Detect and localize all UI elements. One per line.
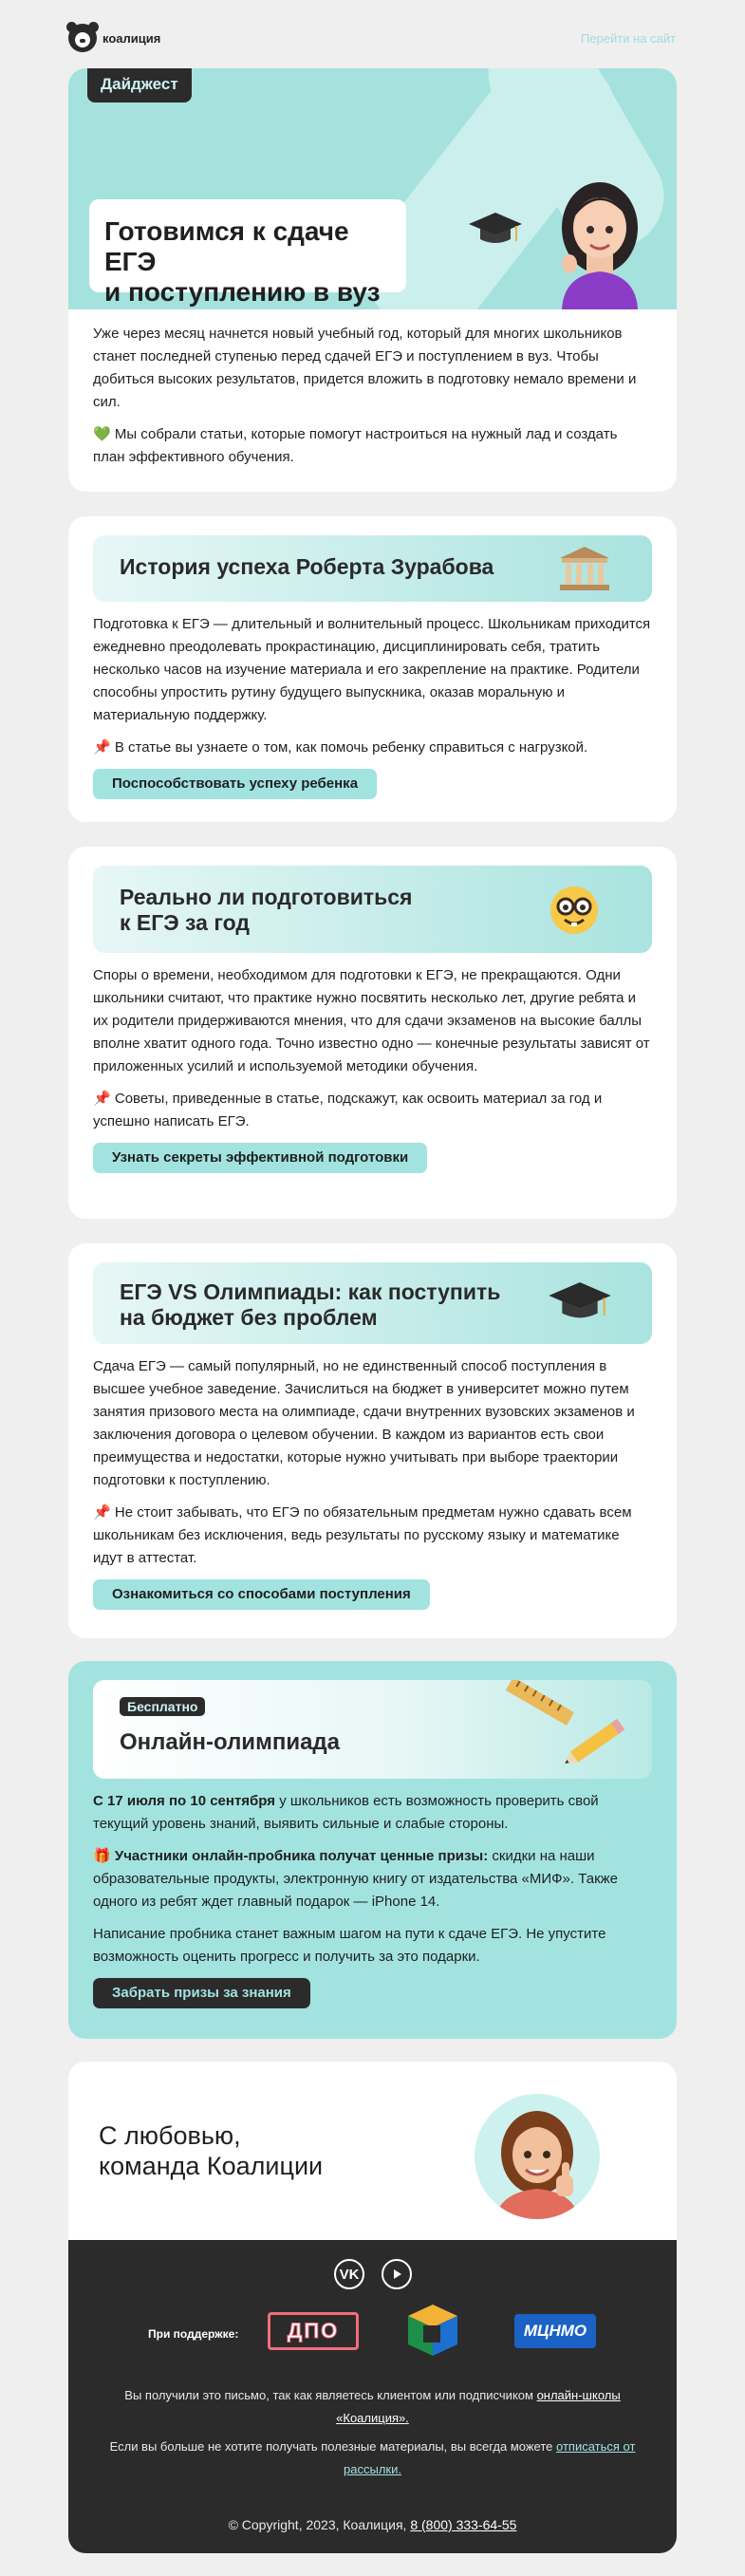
- olympiad-prizes: 🎁 Участники онлайн-пробника получат ценные призы: скидки на наши образовательные продукты, электронную книгу от издательства «МИФ». Также одного из ребят ждет главный подарок — iPhone 14.: [93, 1848, 619, 1910]
- graduation-cap-icon: [547, 1279, 613, 1325]
- subscription-notice: Вы получили это письмо, так как являетесь клиентом или подписчиком онлайн-школы «Коалиция».: [124, 2388, 621, 2425]
- phone-link[interactable]: 8 (800) 333-64-55: [410, 2517, 517, 2532]
- nerd-face-icon: [549, 885, 600, 936]
- article-note: 📌 Советы, приведенные в статье, подскажут, как освоить материал за год и успешно написать ЕГЭ.: [93, 1091, 603, 1129]
- article-text: Подготовка к ЕГЭ — длительный и волнительный процесс. Школьникам приходится ежедневно преодолевать прокрастинацию, дисциплинировать себя, тратить несколько часов на изучение материала и его закрепление на практике. Родители способны упростить рутину будущего выпускника, оказав моральную и материальную поддержку.: [93, 616, 651, 723]
- article-card: [68, 847, 677, 1219]
- email-footer: [68, 2240, 677, 2553]
- gift-icon: 🎁: [93, 1848, 111, 1864]
- pencil-icon: [558, 1708, 634, 1775]
- unsubscribe-link[interactable]: отписаться от рассылки.: [344, 2439, 636, 2476]
- copyright: © Copyright, 2023, Коалиция, 8 (800) 333-64-55: [228, 2517, 517, 2532]
- article-title: История успеха Роберта Зурабова: [120, 554, 494, 579]
- article-title: ЕГЭ VS Олимпиады: как поступить на бюджет без проблем: [120, 1279, 501, 1330]
- olympiad-banner: [93, 1680, 652, 1779]
- hero-intro: Уже через месяц начнется новый учебный год, который для многих школьников станет последней ступенью перед сдачей ЕГЭ и поступлением в вуз. Чтобы добиться высоких результатов, придется вложить в подготовку немало времени и сил.: [93, 326, 637, 410]
- learn-secrets-button[interactable]: Узнать секреты эффективной подготовки: [93, 1143, 427, 1173]
- vk-icon[interactable]: VK: [334, 2259, 364, 2289]
- youtube-icon[interactable]: [382, 2259, 412, 2289]
- green-heart-icon: 💚: [93, 426, 111, 442]
- hero-note: 💚 Мы собрали статьи, которые помогут настроиться на нужный лад и создать план эффективного обучения.: [93, 426, 618, 465]
- free-badge: Бесплатно: [120, 1697, 205, 1716]
- school-link[interactable]: онлайн-школы «Коалиция».: [336, 2388, 621, 2425]
- signoff-text: С любовью, команда Коалиции: [99, 2121, 324, 2180]
- hero-title: Готовимся к сдаче ЕГЭ и поступлению в вуз: [89, 199, 406, 292]
- article-card: [68, 1243, 677, 1638]
- museum-icon: [558, 545, 611, 592]
- logo[interactable]: [68, 24, 160, 52]
- olympiad-title: Онлайн-олимпиада: [120, 1729, 340, 1755]
- olympiad-cta-text: Написание пробника станет важным шагом на пути к сдаче ЕГЭ. Не упустите возможность оценить прогресс и получить за это подарки.: [93, 1926, 606, 1965]
- partner-mcnmo-logo[interactable]: МЦНМО: [514, 2314, 596, 2348]
- pushpin-icon: 📌: [93, 1091, 111, 1107]
- partner-dpo-logo[interactable]: ДПО: [268, 2312, 359, 2350]
- email-header: [68, 21, 676, 55]
- koala-logo-icon: [68, 24, 97, 52]
- hero-card: [68, 68, 677, 492]
- hero-banner: [68, 68, 677, 309]
- girl-avatar-icon: [552, 173, 647, 309]
- article-note: 📌 Не стоит забывать, что ЕГЭ по обязательным предметам нужно сдавать всем школьникам без исключения, ведь результаты по русскому языку и математике идут в аттестат.: [93, 1504, 632, 1566]
- logo-text: коалиция: [102, 30, 161, 46]
- pushpin-icon: 📌: [93, 1504, 111, 1521]
- help-child-button[interactable]: Поспособствовать успеху ребенка: [93, 769, 377, 799]
- digest-badge: Дайджест: [87, 68, 192, 103]
- article-card: [68, 516, 677, 822]
- article-banner: [93, 535, 652, 602]
- pushpin-icon: 📌: [93, 739, 111, 756]
- article-text: Споры о времени, необходимом для подготовки к ЕГЭ, не прекращаются. Одни школьники считают, что практике нужно посвятить несколько лет, другие ребята и их родители придерживаются мнения, что для сдачи экзаменов на высокие баллы вполне хватит одного года. Точно известно одно — конечные результаты зависят от приложенных усилий и используемой методики обучения.: [93, 967, 650, 1074]
- team-avatar: [475, 2094, 600, 2219]
- get-prizes-button[interactable]: Забрать призы за знания: [93, 1978, 310, 2008]
- support-label: При поддержке:: [148, 2327, 239, 2341]
- article-text: Сдача ЕГЭ — самый популярный, но не единственный способ поступления в высшее учебное заведение. Зачислиться на бюджет в университет можно путем занятия призового места на олимпиаде, сдачи внутренних вузовских экзаменов и заключения договора о целевом обучении. В каждом из вариантов есть свои преимущества и недостатки, которые нужно учитывать при выборе траектории подготовки к поступлению.: [93, 1358, 635, 1488]
- article-banner: [93, 866, 652, 953]
- admission-methods-button[interactable]: Ознакомиться со способами поступления: [93, 1579, 430, 1610]
- article-note: 📌 В статье вы узнаете о том, как помочь ребенку справиться с нагрузкой.: [93, 739, 588, 756]
- article-banner: [93, 1262, 652, 1344]
- unsubscribe-notice: Если вы больше не хотите получать полезные материалы, вы всегда можете отписаться от рассылки.: [109, 2439, 636, 2476]
- article-title: Реально ли подготовиться к ЕГЭ за год: [120, 885, 413, 935]
- partner-cube-logo[interactable]: [404, 2303, 461, 2358]
- olympiad-dates: С 17 июля по 10 сентября у школьников есть возможность проверить свой текущий уровень знаний, выявить сильные и слабые стороны.: [93, 1793, 599, 1832]
- woman-thumbs-up-icon: [475, 2094, 600, 2219]
- olympiad-card: [68, 1661, 677, 2039]
- go-to-site-link[interactable]: Перейти на сайт: [580, 30, 676, 46]
- graduation-cap-icon: [467, 211, 524, 249]
- signoff-card: [68, 2062, 677, 2261]
